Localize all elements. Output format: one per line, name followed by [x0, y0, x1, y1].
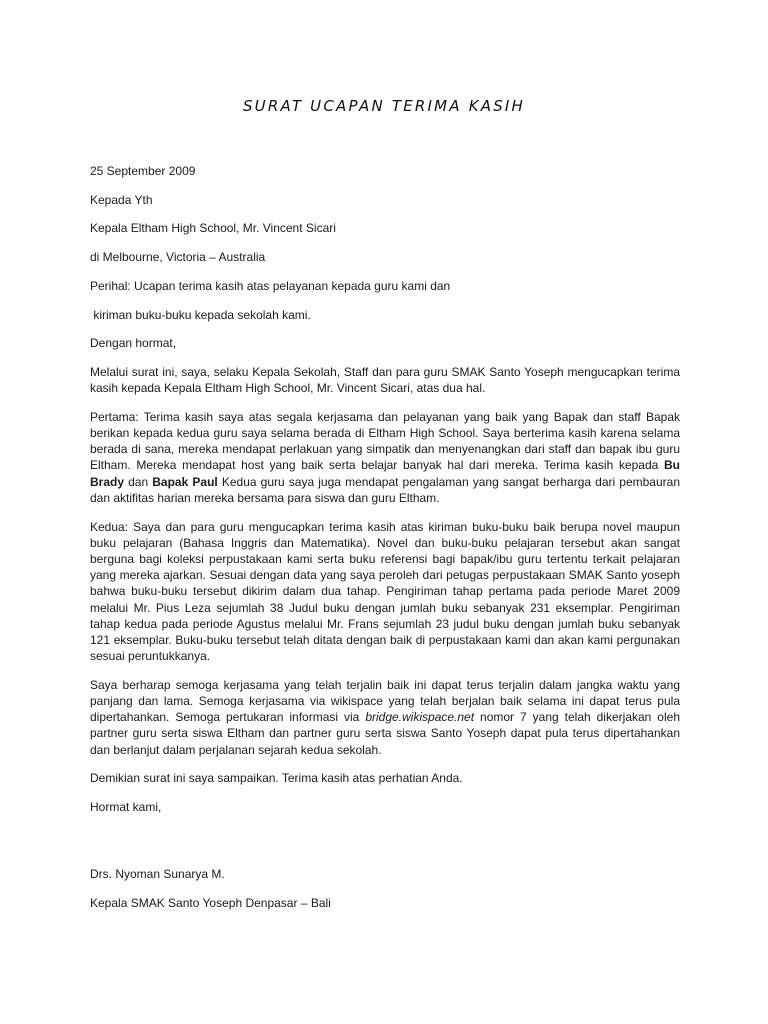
wikispace-reference: bridge.wikispace.net: [365, 710, 475, 725]
to-label: Kepada Yth: [90, 192, 153, 207]
closing: Hormat kami,: [90, 800, 162, 815]
paragraph-third-text-b: nomor 7 yang telah dikerjakan oleh partner guru serta siswa Eltham dan partner guru serta siswa Santo Yoseph dapat pula terus dipertahankan dan berlanjut dalam perjalanan sejarah kedua sekolah.: [90, 710, 680, 757]
paragraph-third-text-a: Saya berharap semoga kerjasama yang telah terjalin baik ini dapat terus terjalin dalam jangka waktu yang panjang dan lama. Semoga kerjasama via wikispace yang telah berjalan baik selama ini dapat terus pula dipertahankan. Semoga pertukaran informasi via: [90, 677, 680, 725]
paragraph-second: Kedua: Saya dan para guru mengucapkan terima kasih atas kiriman buku-buku baik berupa novel maupun buku pelajaran (Bahasa Inggris dan Matematika). Novel dan buku-buku pelajaran tersebut akan sangat berguna bagi koleksi perpustakaan kami serta buku referensi bagi bapak/ibu guru tertentu terkait pelajaran yang mereka ajarkan. Sesuai dengan data yang saya peroleh dari petugas perpustakaan SMAK Santo yoseph bahwa buku-buku tersebut dikirim dalam dua tahap. Pengiriman tahap pertama pada periode Maret 2009 melalui Mr. Pius Leza sejumlah 38 Judul buku dengan jumlah buku sebanyak 231 eksemplar. Pengiriman tahap kedua pada periode Agustus melalui Mr. Frans sejumlah 23 judul buku dengan jumlah buku sebanyak 121 eksemplar. Buku-buku tersebut telah ditata dengan baik di perpustakaan kami dan akan kami pergunakan sesuai peruntukkanya.: [90, 519, 680, 664]
subject-line-1: Perihal: Ucapan terima kasih atas pelayanan kepada guru kami dan: [90, 278, 451, 293]
paragraph-first-text-b: dan: [124, 474, 153, 489]
subject-line-2: kiriman buku-buku kepada sekolah kami.: [90, 307, 311, 322]
signer-title: Kepala SMAK Santo Yoseph Denpasar – Bali: [90, 895, 331, 910]
name-bapak-paul: Bapak Paul: [152, 474, 218, 489]
paragraph-first-text-c: Kedua guru saya juga mendapat pengalaman yang sangat berharga dari pembauran dan aktifitas harian mereka bersama para siswa dan guru Eltham.: [90, 474, 680, 505]
closing-sentence: Demikian surat ini saya sampaikan. Terima kasih atas perhatian Anda.: [90, 771, 463, 786]
paragraph-first: [90, 409, 680, 506]
recipient: Kepala Eltham High School, Mr. Vincent Sicari: [90, 221, 336, 236]
letter-date: 25 September 2009: [90, 164, 196, 178]
signer-name: Drs. Nyoman Sunarya M.: [90, 866, 225, 881]
signature-space: [90, 828, 680, 866]
paragraph-third: [90, 677, 680, 758]
paragraph-first-text-a: Pertama: Terima kasih saya atas segala kerjasama dan pelayanan yang baik yang Bapak dan staff Bapak berikan kepada kedua guru saya selama berada di Eltham High School. Saya berterima kasih karena selama berada di sana, mereka mendapat perlakuan yang simpatik dan menyenangkan dari staff dan bapak ibu guru Eltham. Mereka mendapat host yang baik serta belajar banyak hal dari mereka. Terima kasih kepada: [90, 409, 680, 473]
letter-title: SURAT UCAPAN TERIMA KASIH: [242, 97, 526, 115]
name-bu-brady: Bu Brady: [90, 458, 680, 489]
recipient-location: di Melbourne, Victoria – Australia: [90, 250, 266, 265]
letter-body: [90, 163, 680, 923]
intro-paragraph: Melalui surat ini, saya, selaku Kepala Sekolah, Staff dan para guru SMAK Santo Yoseph mengucapkan terima kasih kepada Kepala Eltham High School, Mr. Vincent Sicari, atas dua hal.: [90, 364, 680, 396]
greeting: Dengan hormat,: [90, 336, 177, 351]
